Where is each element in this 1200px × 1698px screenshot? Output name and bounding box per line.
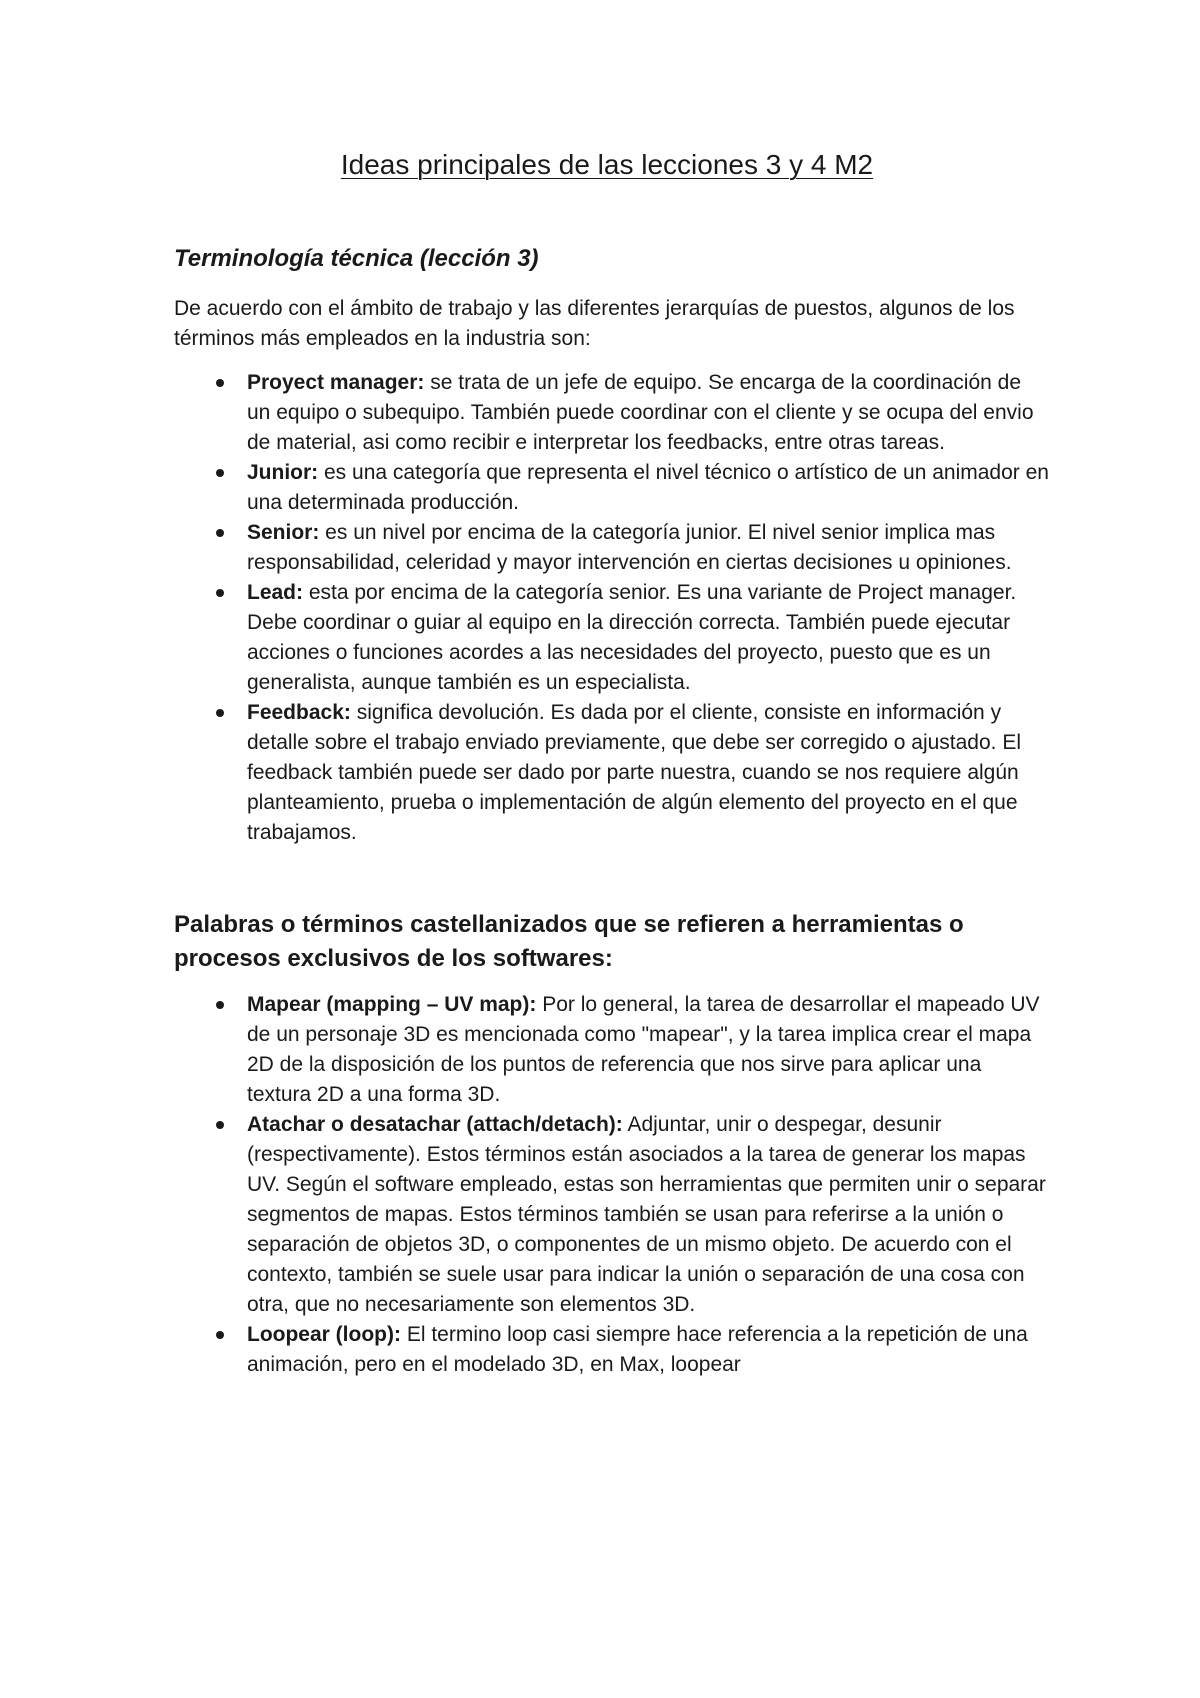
- term-label: Proyect manager:: [247, 371, 425, 394]
- castellanized-terms-list: [174, 990, 1050, 1380]
- term-definition: es un nivel por encima de la categoría junior. El nivel senior implica mas responsabilidad, celeridad y mayor intervención en ciertas decisiones u opiniones.: [247, 521, 1012, 574]
- term-definition: esta por encima de la categoría senior. Es una variante de Project manager. Debe coordinar o guiar al equipo en la dirección correcta. También puede ejecutar acciones o funciones acordes a las necesidades del proyecto, puesto que es un generalista, aunque también es un especialista.: [247, 581, 1017, 694]
- bullet-icon: [216, 709, 224, 717]
- list-item-senior: [174, 518, 1050, 578]
- list-item-proyect-manager: [174, 368, 1050, 458]
- term-definition: significa devolución. Es dada por el cliente, consiste en información y detalle sobre el trabajo enviado previamente, que debe ser corregido o ajustado. El feedback también puede ser dado por parte nuestra, cuando se nos requiere algún planteamiento, prueba o implementación de algún elemento del proyecto en el que trabajamos.: [247, 701, 1021, 844]
- section-heading-terminologia: Terminología técnica (lección 3): [174, 245, 539, 272]
- term-definition: Adjuntar, unir o despegar, desunir (respectivamente). Estos términos están asociados a la tarea de generar los mapas UV. Según el software empleado, estas son herramientas que permiten unir o separar segmentos de mapas. Estos términos también se usan para referirse a la unión o separación de objetos 3D, o componentes de un mismo objeto. De acuerdo con el contexto, también se suele usar para indicar la unión o separación de una cosa con otra, que no necesariamente son elementos 3D.: [247, 1113, 1046, 1316]
- term-label: Lead:: [247, 581, 304, 604]
- bullet-icon: [216, 1001, 224, 1009]
- section-intro-paragraph: De acuerdo con el ámbito de trabajo y las diferentes jerarquías de puestos, algunos de los términos más empleados en la industria son:: [174, 297, 1015, 350]
- term-label: Senior:: [247, 521, 320, 544]
- bullet-icon: [216, 589, 224, 597]
- term-label: Atachar o desatachar (attach/detach):: [247, 1113, 623, 1136]
- document-title: Ideas principales de las lecciones 3 y 4 M2: [340, 149, 874, 180]
- list-item-atachar: [174, 1110, 1050, 1320]
- list-item-loopear: [174, 1320, 1050, 1380]
- bullet-icon: [216, 469, 224, 477]
- term-definition: El termino loop casi siempre hace referencia a la repetición de una animación, pero en el modelado 3D, en Max, loopear: [247, 1323, 1028, 1376]
- list-item-junior: [174, 458, 1050, 518]
- term-label: Junior:: [247, 461, 319, 484]
- term-definition: Por lo general, la tarea de desarrollar el mapeado UV de un personaje 3D es mencionada como "mapear", y la tarea implica crear el mapa 2D de la disposición de los puntos de referencia que nos sirve para aplicar una textura 2D a una forma 3D.: [247, 993, 1040, 1106]
- list-item-feedback: [174, 698, 1050, 848]
- bullet-icon: [216, 379, 224, 387]
- term-label: Mapear (mapping – UV map):: [247, 993, 537, 1016]
- term-definition: es una categoría que representa el nivel técnico o artístico de un animador en una determinada producción.: [247, 461, 1049, 514]
- term-definition: se trata de un jefe de equipo. Se encarga de la coordinación de un equipo o subequipo. También puede coordinar con el cliente y se ocupa del envio de material, asi como recibir e interpretar los feedbacks, entre otras tareas.: [247, 371, 1034, 454]
- bullet-icon: [216, 529, 224, 537]
- section-heading-palabras: Palabras o términos castellanizados que se refieren a herramientas o procesos exclusivos de los softwares:: [174, 911, 964, 972]
- term-label: Loopear (loop):: [247, 1323, 401, 1346]
- term-label: Feedback:: [247, 701, 351, 724]
- bullet-icon: [216, 1331, 224, 1339]
- terminology-list: [174, 368, 1050, 848]
- list-item-lead: [174, 578, 1050, 698]
- list-item-mapear: [174, 990, 1050, 1110]
- bullet-icon: [216, 1121, 224, 1129]
